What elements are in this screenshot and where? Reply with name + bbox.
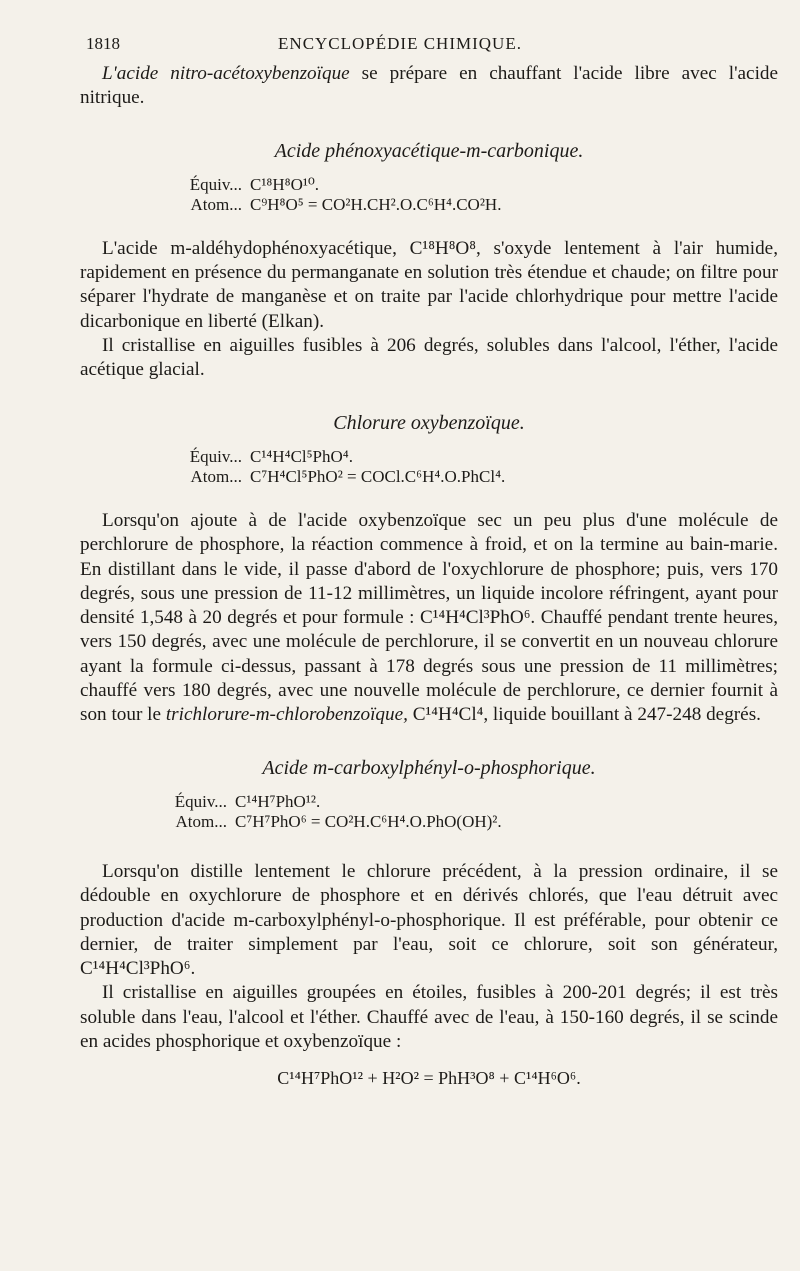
atom-formula: C⁹H⁸O⁵ = CO²H.CH².O.C⁶H⁴.CO²H. [250,194,502,214]
page-body [80,62,778,1091]
page-number: 1818 [86,34,120,53]
section2-text-b: C¹⁴H⁴Cl⁴, liquide bouillant à 247-248 degrés. [407,704,761,726]
atom-label: Atom... [190,466,242,486]
section1-paragraph-1: L'acide m-aldéhydophénoxyacétique, C¹⁸H⁸O⁸, s'oxyde lentement à l'air humide, rapidement en présence du permanganate en solution très étendue et chaude; on filtre pour séparer l'hydrate de manganèse et on traite par l'acide chlorhydrique pour mettre l'acide dicarbonique en liberté (Elkan). [80,237,778,332]
running-title: ENCYCLOPÉDIE CHIMIQUE. [278,34,522,53]
section-title-carboxylphenyl: Acide m-carboxylphényl-o-phosphorique. [262,756,596,779]
atom-formula: C⁷H⁴Cl⁵PhO² = COCl.C⁶H⁴.O.PhCl⁴. [250,466,506,486]
equiv-formula: C¹⁴H⁷PhO¹². [235,791,321,811]
equiv-label: Équiv... [189,446,242,466]
atom-label: Atom... [175,811,227,831]
section-title-chlorure: Chlorure oxybenzoïque. [333,411,525,434]
atom-label: Atom... [190,194,242,214]
equiv-label: Équiv... [189,174,242,194]
page-header [0,34,800,58]
section-title-phenoxyacetique: Acide phénoxyacétique-m-carbonique. [274,139,584,162]
atom-formula: C⁷H⁷PhO⁶ = CO²H.C⁶H⁴.O.PhO(OH)². [235,811,502,831]
section1-paragraph-2: Il cristallise en aiguilles fusibles à 206 degrés, solubles dans l'alcool, l'éther, l'acide acétique glacial. [80,335,778,381]
equiv-label: Équiv... [174,791,227,811]
section3-paragraph-1: Lorsqu'on distille lentement le chlorure précédent, à la pression ordinaire, il se dédouble en oxychlorure de phosphore et en dérivés chlorés, que l'eau détruit avec production d'acide m-carboxylphényl-o-phosphorique. Il est préférable, pour obtenir ce dernier, de traiter simplement par l'eau, soit ce chlorure, soit son générateur, C¹⁴H⁴Cl³PhO⁶. [80,860,778,980]
section2-text-a: Lorsqu'on ajoute à de l'acide oxybenzoïque sec un peu plus d'une molécule de perchlorure de phosphore, la réaction commence à froid, et on la termine au bain-marie. En distillant dans le vide, il passe d'abord de l'oxychlorure de phosphore; puis, vers 170 degrés, sous une pression de 11-12 millimètres, un liquide incolore réfringent, ayant pour densité 1,548 à 20 degrés et pour formule : C¹⁴H⁴Cl³PhO⁶. Chauffé pendant trente heures, vers 150 degrés, avec une molécule de perchlorure, il se convertit en un nouveau chlorure ayant la formule ci-dessus, passant à 178 degrés sous une pression de 11 millimètres; chauffé vers 180 degrés, avec une nouvelle molécule de perchlorure, ce dernier fournit à son tour le [80,509,778,726]
formula-block-2 [80,447,778,487]
equiv-formula: C¹⁸H⁸O¹⁰. [250,174,320,194]
intro-text: se prépare en chauffant l'acide libre avec l'acide nitrique. [80,63,779,109]
section2-italic-term: trichlorure-m-chlorobenzoïque, [165,704,408,726]
intro-paragraph [80,62,778,111]
section2-paragraph [80,509,778,728]
formula-block-3 [80,792,778,832]
intro-acid-name: L'acide nitro-acétoxybenzoïque [102,63,350,84]
reaction-equation: C¹⁴H⁷PhO¹² + H²O² = PhH³O⁸ + C¹⁴H⁶O⁶. [277,1068,581,1089]
formula-block-1 [80,175,778,215]
equiv-formula: C¹⁴H⁴Cl⁵PhO⁴. [250,446,353,466]
section3-paragraph-2: Il cristallise en aiguilles groupées en étoiles, fusibles à 200-201 degrés; il est très soluble dans l'eau, l'alcool et l'éther. Chauffé avec de l'eau, à 150-160 degrés, il se scinde en acides phosphorique et oxybenzoïque : [80,982,778,1053]
